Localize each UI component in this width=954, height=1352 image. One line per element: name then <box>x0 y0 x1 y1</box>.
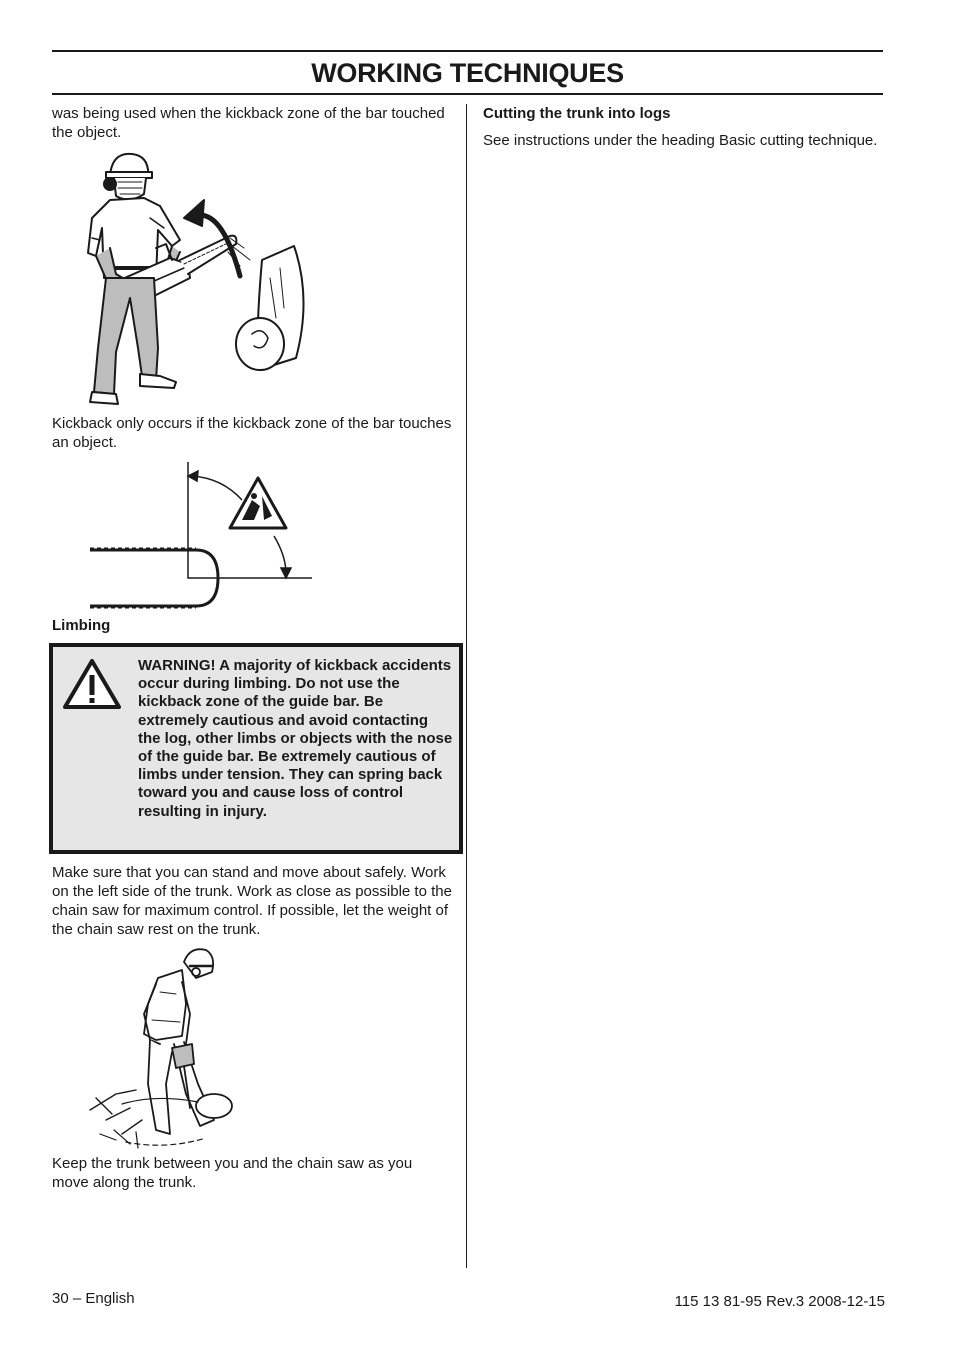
warning-triangle-icon <box>61 657 123 711</box>
paragraph-kickback-occurs: Kickback only occurs if the kickback zone of the bar touches an object. <box>52 415 452 451</box>
column-divider <box>466 104 467 1268</box>
kickback-zone-diagram <box>86 460 316 612</box>
header-rule-bottom <box>52 93 883 95</box>
limbing-illustration <box>86 944 246 1150</box>
paragraph-keep-trunk: Keep the trunk between you and the chain saw as you move along the trunk. <box>52 1155 413 1191</box>
paragraph-kickback-context: was being used when the kickback zone of the bar touched the object. <box>52 105 445 141</box>
cutting-logs-heading: Cutting the trunk into logs <box>483 105 671 122</box>
paragraph-stand-safely: Make sure that you can stand and move about safely. Work on the left side of the trunk. Work as close as possible to the chain saw for maximum control. If possible, let the weight of the chain saw rest on the trunk. <box>52 864 452 938</box>
limbing-heading: Limbing <box>52 617 111 634</box>
kickback-illustration <box>80 148 310 406</box>
paragraph-basic-cutting: See instructions under the heading Basic cutting technique. <box>483 132 878 149</box>
warning-text: WARNING! A majority of kickback accidents occur during limbing. Do not use the kickback zone of the guide bar. Be extremely cautious and avoid contacting the log, other limbs or objects with the nose of the guide bar. Be extremely cautious of limbs under tension. They can spring back toward you and cause loss of control resulting in injury. <box>138 657 453 820</box>
header-rule-top <box>52 50 883 52</box>
kickback-hazard-icon <box>230 478 286 528</box>
page-title: WORKING TECHNIQUES <box>311 58 624 88</box>
footer-page-number: 30 – English <box>52 1290 135 1307</box>
footer-doc-id: 115 13 81-95 Rev.3 2008-12-15 <box>674 1293 885 1310</box>
warning-box <box>49 643 463 854</box>
